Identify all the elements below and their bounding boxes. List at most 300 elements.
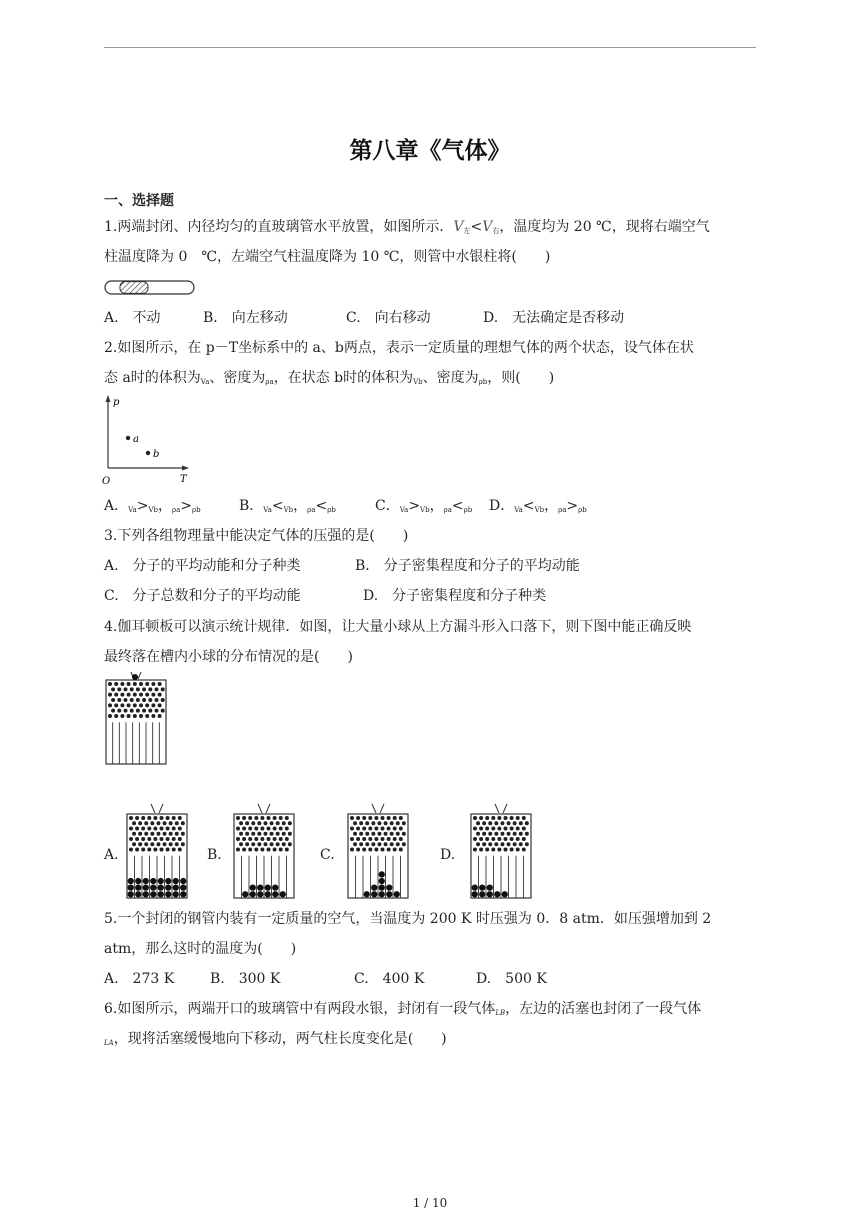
q5-option-a[interactable]: A. 273 K (104, 971, 175, 987)
peg (260, 847, 264, 851)
peg (153, 816, 157, 820)
opt-rel2: < (451, 498, 464, 514)
q3-option-a[interactable]: A. 分子的平均动能和分子种类 (104, 558, 301, 574)
peg (166, 826, 170, 830)
peg (158, 693, 162, 697)
peg (371, 821, 375, 825)
peg (251, 832, 255, 836)
ball (242, 891, 248, 897)
ball (180, 885, 186, 891)
q4-label-d[interactable]: D. (440, 847, 456, 863)
peg (169, 821, 173, 825)
ball (379, 871, 385, 877)
peg (169, 832, 173, 836)
ball (272, 891, 278, 897)
opt-sep: ， (544, 498, 559, 514)
section-heading: 一、选择题 (104, 193, 174, 209)
peg (150, 821, 154, 825)
peg (108, 714, 112, 718)
peg (150, 842, 154, 846)
peg (497, 847, 501, 851)
peg (239, 842, 243, 846)
opt-rel2: > (566, 498, 579, 514)
peg (473, 837, 477, 841)
peg (362, 837, 366, 841)
peg (155, 709, 159, 713)
q5-line2: atm，那么这时的温度为( ) (104, 941, 297, 957)
peg (384, 821, 388, 825)
sub-left: 左 (463, 227, 471, 235)
galton-board-figure (104, 672, 168, 766)
ball (280, 891, 286, 897)
peg (396, 821, 400, 825)
peg (282, 842, 286, 846)
peg (260, 826, 264, 830)
peg (117, 698, 121, 702)
ball (135, 878, 141, 884)
lb-symbol: LB (495, 1009, 506, 1017)
peg (510, 837, 514, 841)
peg (273, 826, 277, 830)
peg (276, 832, 280, 836)
q2-option-c[interactable] (375, 497, 472, 519)
peg (129, 816, 133, 820)
q6-text-a: 6.如图所示，两端开口的玻璃管中有两段水银，封闭有一段气体 (104, 1001, 496, 1017)
q1-option-b[interactable]: B. 向左移动 (203, 310, 288, 326)
q2-option-b[interactable] (239, 497, 336, 519)
peg (504, 847, 508, 851)
point-b (146, 451, 150, 455)
funnel-wall (266, 804, 270, 813)
funnel-wall (159, 804, 163, 813)
peg (399, 826, 403, 830)
peg (263, 832, 267, 836)
peg (494, 821, 498, 825)
q4-label-a[interactable]: A. (104, 847, 119, 863)
peg (282, 832, 286, 836)
opt-v2: Vb (283, 506, 294, 514)
peg (133, 682, 137, 686)
peg (485, 816, 489, 820)
peg (236, 826, 240, 830)
peg (513, 821, 517, 825)
peg (151, 703, 155, 707)
q5-option-d[interactable]: D. 500 K (476, 971, 547, 987)
peg (482, 821, 486, 825)
peg (153, 847, 157, 851)
q5-option-b[interactable]: B. 300 K (210, 971, 281, 987)
peg (519, 821, 523, 825)
peg (285, 826, 289, 830)
peg (166, 847, 170, 851)
peg (129, 847, 133, 851)
peg (497, 826, 501, 830)
peg (114, 714, 118, 718)
peg (497, 816, 501, 820)
peg (236, 847, 240, 851)
peg (488, 842, 492, 846)
peg (156, 821, 160, 825)
peg (139, 693, 143, 697)
peg (371, 832, 375, 836)
peg (147, 826, 151, 830)
peg (257, 842, 261, 846)
peg (279, 847, 283, 851)
opt-rel1: < (271, 498, 284, 514)
opt-v2: Vb (534, 506, 545, 514)
peg (491, 847, 495, 851)
peg (148, 687, 152, 691)
peg (288, 842, 292, 846)
q5-option-c[interactable]: C. 400 K (354, 971, 425, 987)
peg (267, 837, 271, 841)
point-b-label: b (153, 449, 160, 460)
peg (285, 847, 289, 851)
peg (500, 842, 504, 846)
peg (139, 682, 143, 686)
peg (257, 821, 261, 825)
ball (165, 885, 171, 891)
peg (482, 832, 486, 836)
point-a-label: a (133, 434, 139, 445)
falling-ball (132, 674, 138, 680)
peg (507, 842, 511, 846)
peg (108, 703, 112, 707)
peg (254, 816, 258, 820)
option-letter: B． (239, 498, 264, 514)
q3-option-c[interactable]: C. 分子总数和分子的平均动能 (104, 588, 301, 604)
peg (516, 837, 520, 841)
ball (472, 891, 478, 897)
peg (374, 837, 378, 841)
peg (133, 703, 137, 707)
peg (117, 687, 121, 691)
peg (136, 698, 140, 702)
q2-option-d[interactable] (489, 497, 587, 519)
peg (381, 816, 385, 820)
peg (114, 693, 118, 697)
ball (165, 891, 171, 897)
option-letter: A． (104, 498, 129, 514)
ball (364, 891, 370, 897)
opt-rel1: < (522, 498, 535, 514)
peg (138, 842, 142, 846)
peg (384, 832, 388, 836)
peg (479, 837, 483, 841)
peg (245, 842, 249, 846)
peg (473, 826, 477, 830)
peg (172, 816, 176, 820)
peg (172, 826, 176, 830)
peg (160, 816, 164, 820)
peg (248, 816, 252, 820)
funnel-wall (258, 804, 262, 813)
peg (251, 842, 255, 846)
peg (178, 837, 182, 841)
peg (504, 816, 508, 820)
peg (166, 837, 170, 841)
peg (242, 826, 246, 830)
opt-p2: ρb (192, 506, 201, 514)
peg (132, 842, 136, 846)
peg (156, 832, 160, 836)
ball (180, 878, 186, 884)
ball (158, 885, 164, 891)
q1-option-a[interactable]: A. 不动 (104, 310, 161, 326)
peg (124, 698, 128, 702)
peg (476, 842, 480, 846)
opt-v1: Va (399, 506, 409, 514)
peg (402, 832, 406, 836)
peg (353, 842, 357, 846)
funnel-wall (151, 804, 155, 813)
peg (260, 837, 264, 841)
galton-option-d-figure[interactable] (468, 800, 534, 900)
ball (150, 878, 156, 884)
peg (381, 847, 385, 851)
ball (371, 885, 377, 891)
peg (362, 847, 366, 851)
v-symbol: V (482, 219, 493, 235)
peg (257, 832, 261, 836)
q2-line1: 2.如图所示，在 p－T坐标系中的 a、b两点，表示一定质量的理想气体的两个状态，设气体在状 (104, 340, 694, 356)
peg (151, 714, 155, 718)
axis-p-label: p (113, 397, 120, 408)
opt-p2: ρb (463, 506, 473, 514)
peg (473, 816, 477, 820)
ball (386, 885, 392, 891)
peg (248, 847, 252, 851)
header-rule (104, 47, 756, 48)
q4-line1: 4.伽耳顿板可以演示统计规律．如图，让大量小球从上方漏斗形入口落下，则下图中能正确反映 (104, 619, 692, 635)
peg (479, 847, 483, 851)
peg (124, 687, 128, 691)
opt-p1: ρa (558, 506, 567, 514)
peg (270, 821, 274, 825)
peg (150, 832, 154, 836)
peg (124, 709, 128, 713)
peg (120, 682, 124, 686)
peg (161, 698, 165, 702)
peg (365, 821, 369, 825)
q2-text-d: 、密度为 (422, 370, 479, 386)
peg (169, 842, 173, 846)
peg (129, 837, 133, 841)
ball (371, 891, 377, 897)
peg (144, 821, 148, 825)
peg (276, 842, 280, 846)
peg (141, 816, 145, 820)
peg (377, 832, 381, 836)
ball (257, 891, 263, 897)
peg (399, 847, 403, 851)
peg (161, 709, 165, 713)
ball (250, 891, 256, 897)
peg (381, 837, 385, 841)
peg (350, 847, 354, 851)
peg (120, 703, 124, 707)
q3-option-b[interactable]: B. 分子密集程度和分子的平均动能 (355, 558, 580, 574)
galton-option-b-figure[interactable] (231, 800, 297, 900)
peg (251, 821, 255, 825)
peg (178, 847, 182, 851)
peg (390, 821, 394, 825)
peg (368, 847, 372, 851)
ball (379, 891, 385, 897)
pt-graph (100, 392, 200, 488)
q1-text: 1.两端封闭、内径均匀的直玻璃管水平放置，如图所示． (104, 219, 454, 235)
peg (285, 837, 289, 841)
ball (250, 885, 256, 891)
peg (254, 847, 258, 851)
peg (516, 816, 520, 820)
peg (513, 832, 517, 836)
mercury-column (120, 282, 148, 294)
peg (166, 816, 170, 820)
peg (153, 826, 157, 830)
less-than: < (470, 219, 483, 235)
peg (522, 816, 526, 820)
ball (143, 878, 149, 884)
q2-option-a[interactable] (104, 497, 201, 519)
opt-rel1: > (408, 498, 421, 514)
q4-label-b[interactable]: B. (207, 847, 222, 863)
peg (273, 816, 277, 820)
q2-text-b: 、密度为 (209, 370, 266, 386)
opt-sep: ， (158, 498, 172, 514)
peg (510, 826, 514, 830)
page-title: 第八章《气体》 (349, 138, 511, 164)
opt-rel2: < (315, 498, 328, 514)
peg (279, 837, 283, 841)
peg (270, 842, 274, 846)
la-symbol: LA (104, 1039, 114, 1047)
peg (147, 847, 151, 851)
ball (128, 885, 134, 891)
peg (282, 821, 286, 825)
va-symbol: Va (200, 378, 210, 386)
opt-v1: Va (128, 506, 137, 514)
ball (158, 878, 164, 884)
peg (350, 816, 354, 820)
q6-line2 (104, 1030, 447, 1052)
q4-line2: 最终落在槽内小球的分布情况的是( ) (104, 649, 353, 665)
peg (485, 847, 489, 851)
q3-text: 3.下列各组物理量中能决定气体的压强的是( ) (104, 528, 409, 544)
peg (365, 832, 369, 836)
peg (510, 816, 514, 820)
v-symbol: V (453, 219, 464, 235)
peg (248, 837, 252, 841)
peg (142, 709, 146, 713)
peg (359, 832, 363, 836)
peg (359, 842, 363, 846)
peg (239, 821, 243, 825)
peg (399, 816, 403, 820)
board-frame (106, 680, 166, 764)
peg (500, 832, 504, 836)
peg (519, 842, 523, 846)
galton-option-c-figure[interactable] (345, 800, 411, 900)
peg (239, 832, 243, 836)
ball (257, 885, 263, 891)
funnel-wall (372, 804, 376, 813)
peg (402, 821, 406, 825)
peg (141, 847, 145, 851)
peg (288, 832, 292, 836)
peg (148, 698, 152, 702)
galton-option-a-figure[interactable] (124, 800, 190, 900)
peg (127, 682, 131, 686)
peg (279, 816, 283, 820)
peg (127, 703, 131, 707)
peg (381, 826, 385, 830)
ball (173, 878, 179, 884)
ball (128, 891, 134, 897)
ball (394, 891, 400, 897)
funnel-wall (503, 804, 507, 813)
peg (139, 714, 143, 718)
peg (158, 714, 162, 718)
funnel-wall (138, 672, 142, 679)
peg (236, 816, 240, 820)
peg (387, 837, 391, 841)
peg (242, 816, 246, 820)
peg (473, 847, 477, 851)
peg (120, 693, 124, 697)
opt-sep: ， (429, 498, 444, 514)
peg (158, 703, 162, 707)
peg (127, 714, 131, 718)
ball (143, 885, 149, 891)
peg (242, 847, 246, 851)
peg (111, 698, 115, 702)
ball (173, 891, 179, 897)
q1-option-d[interactable]: D. 无法确定是否移动 (483, 310, 625, 326)
q1-option-c[interactable]: C. 向右移动 (346, 310, 431, 326)
q4-label-c[interactable]: C. (320, 847, 335, 863)
peg (132, 832, 136, 836)
ball (150, 891, 156, 897)
ball (135, 891, 141, 897)
opt-sep: ， (293, 498, 308, 514)
peg (133, 714, 137, 718)
peg (377, 842, 381, 846)
q1-line2: 柱温度降为 0 ℃，左端空气柱温度降为 10 ℃，则管中水银柱将( ) (104, 249, 551, 265)
q3-option-d[interactable]: D. 分子密集程度和分子种类 (363, 588, 547, 604)
peg (374, 847, 378, 851)
peg (276, 821, 280, 825)
ball (143, 891, 149, 897)
peg (491, 837, 495, 841)
peg (513, 842, 517, 846)
ball (379, 885, 385, 891)
peg (130, 687, 134, 691)
peg (153, 837, 157, 841)
point-a (126, 436, 130, 440)
peg (479, 816, 483, 820)
ball (487, 885, 493, 891)
peg (500, 821, 504, 825)
peg (288, 821, 292, 825)
q2-line2 (104, 369, 554, 391)
peg (242, 837, 246, 841)
ball (494, 891, 500, 897)
peg (161, 687, 165, 691)
peg (267, 816, 271, 820)
peg (519, 832, 523, 836)
peg (163, 832, 167, 836)
